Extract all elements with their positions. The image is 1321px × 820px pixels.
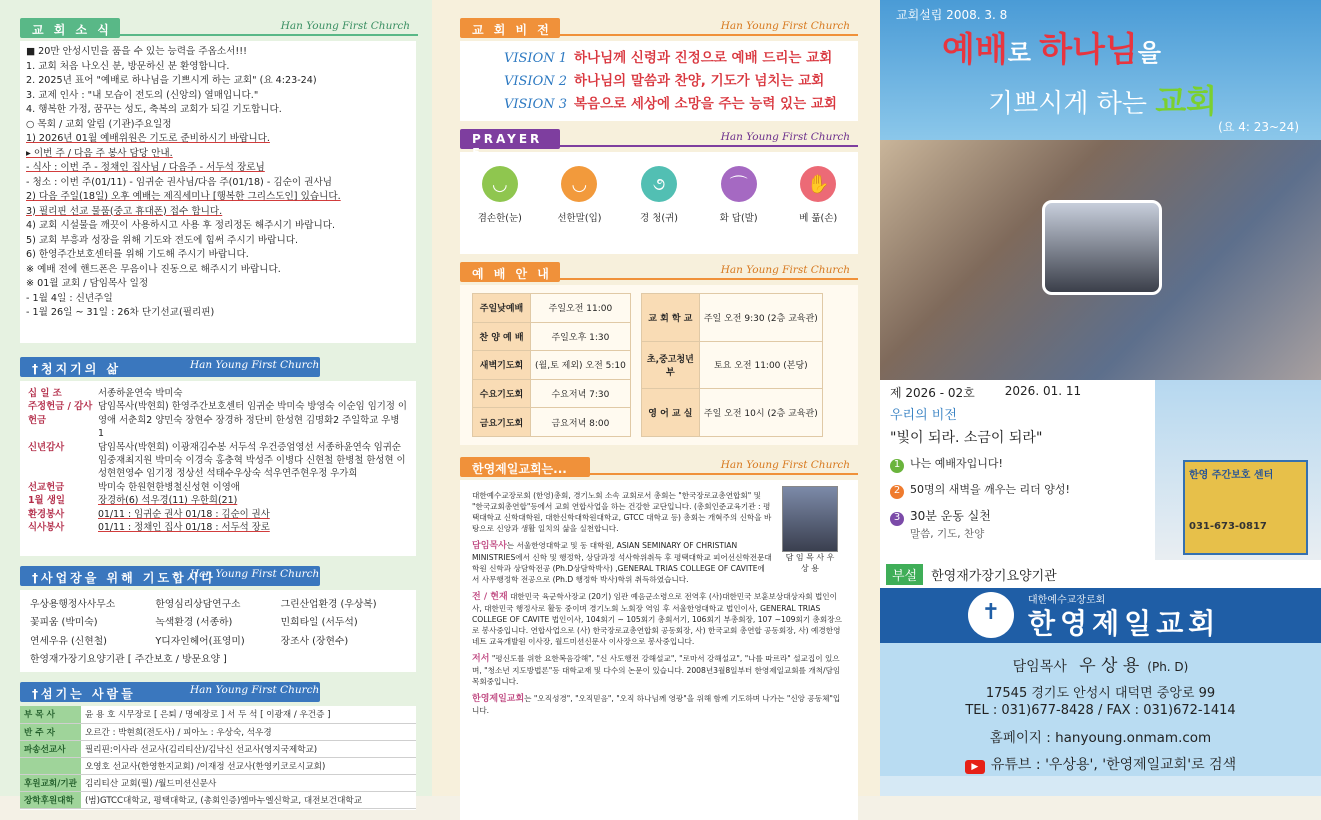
roles-key: 환경봉사 [28,508,65,520]
table-row [20,757,416,774]
roles-tab: †청지기의 삶 [20,357,320,377]
pastor-caption: 담 임 목 사 우 상 용 [785,553,835,573]
church-banner [880,588,1321,643]
roles-row [28,508,408,521]
worship-value: 주일 오전 9:30 (2층 교육관) [699,294,822,342]
middle-panel [432,0,880,796]
pastor-photo [782,486,838,574]
vision-item [504,70,858,93]
news-tab: 교 회 소 식 [20,18,120,38]
intro-subtitle: 저서 [472,654,490,664]
roles-row [28,521,408,534]
issue-number: 제 2026 - 02호 [890,386,975,400]
servers-box [20,706,416,810]
intro-paragraph: 는 서울한영대학교 및 동 대학원, ASIAN SEMINARY OF CHRISTIAN MINISTRIES에서 신학 및 행정학, 상담과정 석사학위취득 후 평택대학교 피어선신학전문대학원 신학과 상담학전공 (Ph.D상담학박사) ,GENERAL TRIAS COLLEGE OF CAVITE에서 사무행정학 전공으로 (Ph.D 행정학 박사)학위 취득하였습니다. [472,541,772,584]
table-row [641,341,822,389]
prayer5-label: 화 답(발) [719,213,758,224]
hand-icon: ✋ [800,166,836,202]
worship-key: 초,중고청년부 [641,341,699,389]
table-row [20,774,416,791]
roles-header [20,357,418,377]
table-row [473,322,631,351]
prayer-place-item: 민희타일 (서두석) [280,617,358,629]
table-row [473,379,631,408]
prayer5-header [460,129,858,160]
table-row [20,723,416,740]
servers-en: Han Young First Church [190,684,320,696]
prayer5-en: Han Young First Church [720,131,850,143]
slogan-line-1 [942,22,1161,71]
news-line: 5) 교회 부흥과 성장을 위해 기도와 전도에 힘써 주시기 바랍니다. [26,234,299,246]
prayer-place-item: 연세우유 (신현철) [30,635,108,647]
prayer5-label: 겸손한(눈) [477,213,522,224]
slogan-part: 교회 [1155,82,1218,120]
table-row [20,791,416,808]
slogan-line-2 [988,76,1217,122]
news-line: 3. 교제 인사 : "내 모습이 전도의 (신앙의) 열매입니다." [26,89,259,101]
vision-box [460,41,858,121]
servers-table [20,706,416,809]
table-row [20,706,416,723]
youtube-text[interactable]: 유튜브 : '우상용', '한영제일교회'로 검색 [990,757,1237,773]
issue-row [890,384,1145,401]
vision-en: Han Young First Church [720,20,850,32]
prayer-place-item: 우상용행정사사무소 [30,599,116,610]
pastor-photo-inset [1042,200,1162,295]
vision-number: VISION 2 [504,74,568,89]
prayer5-label: 베 풂(손) [799,213,838,224]
news-line: ※ 예배 전에 핸드폰은 무음이나 진동으로 해주시기 바랍니다. [26,263,281,275]
vision-quote: "빛이 되라. 소금이 되라" [890,430,1043,446]
intro-box [460,480,858,820]
vision-tab: 교 회 비 전 [460,18,560,38]
prayer5-item [704,166,774,254]
prayer-places-header [20,566,418,586]
news-header-en: Han Young First Church [280,20,410,32]
vision-item [504,93,858,116]
servers-key [20,757,81,774]
table-row [473,294,631,323]
roles-value: 장경하(6) 석우경(11) 우한희(21) [98,495,238,507]
roles-value: 담임목사(박현희) 한영주간보호센터 임귀순 박미숙 방영숙 이순임 임기정 이영애 서춘희2 양민숙 장현수 장경하 정단비 한성현 김명화2 주일학교 우병 1 [98,401,407,440]
sign-phone: 031-673-0817 [1189,521,1267,532]
servers-value: 윤 용 호 시무장로 [ 은퇴 / 명예장로 ] 서 두 석 [ 이광재 / 우건증 ] [81,706,416,723]
slogan-part: 하나님 [1039,30,1138,70]
pastor-degree: (Ph. D) [1147,660,1189,674]
worship-value: 주일 오전 10시 (2층 교육관) [699,389,822,437]
table-row [473,408,631,437]
news-line: - 1월 26일 ~ 31일 : 26차 단기선교(필리핀) [26,307,215,318]
prayer-place-item: 장조사 (장현수) [280,635,349,647]
news-line: 1) 2026년 01월 예배위원은 기도로 준비하시기 바랍니다. [26,133,270,144]
slogan-verse: (요 4: 23~24) [1218,120,1299,134]
news-line: 3) 필리핀 선교 물품(중고 휴대폰) 접수 합니다. [26,205,223,217]
goal-item [890,455,1145,473]
roles-value: 담임목사(박현희) 이광재김수봉 서두석 우건증엄영선 서종하윤연숙 임귀순 임중재최지원 박미숙 이경숙 홍충혁 박성주 이병다 신현철 한병철 한성현 이성현현영수 임기정 정상선 석태수우상숙 석우연주현우정 우가희 [98,441,406,480]
prayer5-item [465,166,535,254]
slogan-part: 로 [1007,39,1040,67]
worship-box [460,285,858,445]
news-line: - 1월 4일 : 신년주일 [26,292,113,304]
building-photo [1155,380,1321,560]
vision-text: 하나님의 말씀과 찬양, 기도가 넘치는 교회 [574,73,825,89]
affiliate-name: 한영재가장기요양기관 [931,568,1057,584]
news-line: ■ 20만 안성시민을 품을 수 있는 능력을 주옵소서!!! [26,46,247,57]
news-line: - 식사 : 이번 주 - 정채인 집사님 / 다음주 - 서두석 장로님 [26,162,265,173]
prayer-places-box [20,590,416,672]
goal-subtext: 말씀, 기도, 찬양 [910,528,985,540]
news-line: 4) 교회 시설물을 깨끗이 사용하시고 사용 후 정리정돈 해주시기 바랍니다. [26,220,336,231]
founded-date: 교회설립 2008. 3. 8 [896,8,1008,22]
news-line: 2) 다음 주일(18일) 오후 예배는 제직세미나 [행복한 그리스도인] 있습니다. [26,191,341,202]
worship-key: 새벽기도회 [473,351,531,380]
vision-number: VISION 3 [504,97,568,112]
servers-key: 부 목 사 [20,706,81,723]
news-header [20,18,418,38]
prayer5-item [544,166,614,254]
our-vision-title: 우리의 비전 [890,408,957,423]
denomination: 대한예수교장로회 [1028,595,1106,606]
roles-key: 선교헌금 [28,481,65,493]
servers-tab: †섬기는 사람들 [20,682,320,702]
goal-text: 30분 운동 실천 [910,509,991,523]
affiliate-tag: 부설 [886,564,923,585]
pastor-image [782,486,838,552]
roles-key: 주정헌금 / 감사헌금 [28,401,93,426]
intro-subtitle: 담임목사 [472,541,507,551]
worship-key: 수요기도회 [473,379,531,408]
prayer5-label: 선한말(입) [557,213,602,224]
goal-number: 3 [890,512,904,526]
roles-header-en: Han Young First Church [190,359,320,371]
vision-item [504,47,858,70]
news-line: 6) 한영주간보호센터를 위해 기도해 주시기 바랍니다. [26,249,249,260]
roles-value: 서종하윤연숙 박미숙 [98,388,183,399]
servers-header [20,682,418,702]
news-line: ○ 목회 / 교회 알림 (기관)주요일정 [26,118,172,130]
slogan-part: 예배 [942,30,1008,70]
issue-section [880,380,1321,560]
servers-value: (범)GTCC대학교, 평택대학교, (총회인증)엠마누엘신학교, 대전보건대학교 [81,791,416,808]
roles-value: 01/11 : 정채인 집사 01/18 : 서두석 장로 [98,522,270,534]
roles-row [28,400,408,440]
church-photo-collage [880,140,1321,380]
roles-key: 십 일 조 [28,388,62,399]
cover-title-area [880,0,1321,140]
news-box [20,41,416,343]
worship-tab: 예 배 안 내 [460,262,560,282]
servers-value: 오르간 : 박현희(전도사) / 피아노 : 우상숙, 석우경 [81,723,416,740]
eye-icon: ◡ [482,166,518,202]
news-line: - 청소 : 이번 주(01/11) - 임귀순 권사님/다음 주(01/18) - 김순이 권사님 [26,176,333,188]
slogan-part: 기쁘시게 하는 [988,89,1156,119]
worship-value: 토요 오전 11:00 (본당) [699,341,822,389]
worship-value: 주일오후 1:30 [531,322,631,351]
goal-text: 50명의 새벽을 깨우는 리더 양성! [910,483,1070,496]
prayer-place-item: 한영심리상담연구소 [155,599,241,610]
worship-en: Han Young First Church [720,264,850,276]
table-row [641,389,822,437]
goal-item [890,507,1145,526]
homepage-link[interactable]: 홈페이지 : hanyoung.onmam.com [989,730,1212,746]
news-line: 4. 행복한 가정, 꿈꾸는 성도, 축복의 교회가 되길 기도합니다. [26,104,282,115]
affiliate-row [880,560,1321,588]
worship-key: 영 어 교 실 [641,389,699,437]
vision-text: 하나님께 신령과 진정으로 예배 드리는 교회 [574,50,833,66]
worship-key: 찬 양 예 배 [473,322,531,351]
church-phone: TEL : 031)677-8428 / FAX : 031)672-1414 [965,703,1236,718]
worship-key: 주일낮예배 [473,294,531,323]
roles-box [20,381,416,556]
worship-key: 교 회 학 교 [641,294,699,342]
intro-paragraph: 대한민국 육군학사장교 (20기) 임관 예음군소령으로 전역후 (사)대한민국 보훈보상대상자회 법인이사, 대한민국 행정사로 활동 중이며 경기노회 노회장 역임 후 서울한영대학교 법인이사, GENERAL TRIAS COLLEGE OF CAVITE 법인이사, 104회기 ~ 105회기 총회서기, 106회기 부총회장, 107 ~109회기 총회장으로 봉사중입니다. 연합사업으로 (사) 한국장로교총연합회 공동회장, 사) 한국교회 총연합 공동회장, 사) 예경한영네트 교육개발원 이사장, 월드미션신문사 이사장으로 봉사중입니다. [472,592,842,646]
servers-key: 후원교회/기관 [20,774,81,791]
goal-item [890,481,1145,499]
worship-value: 금요저녁 8:00 [531,408,631,437]
prayer-place-item: 한영재가장기요양기관 [ 주간보호 / 방문요양 ] [30,653,227,665]
worship-header [460,262,858,282]
goal-text: 나는 예배자입니다! [910,457,1003,470]
worship-table-right [641,293,823,437]
goal-number: 1 [890,459,904,473]
sign-text: 한영 주간보호 센터 [1189,470,1274,481]
table-row [20,740,416,757]
issue-date: 2026. 01. 11 [1004,384,1082,398]
intro-header [460,457,858,477]
roles-key: 식사봉사 [28,522,65,534]
servers-value: 필리핀:이사라 선교사(김리티산)/김낙신 선교사(영지국제학교) [81,740,416,757]
prayer5-box [460,152,858,254]
goal-number: 2 [890,485,904,499]
roles-key: 신년감사 [28,441,65,453]
servers-key: 파송선교사 [20,740,81,757]
ear-icon: ૭ [641,166,677,202]
intro-paragraph: "평신도를 위한 요한복음강해", "신 사도행전 강해설교", "로마서 강해설교", "나를 따르라" 설교집이 있으며, "청소년 지도방법론"등 대학교재 및 다수의 논문이 있습니다. 2008년3월8일부터 한영제일교회를 개척/담임목회중입니다. [472,654,841,686]
intro-en: Han Young First Church [720,459,850,471]
roles-row [28,441,408,481]
vision-header [460,18,858,38]
news-line: 2. 2025년 표어 "예배로 하나님을 기쁘시게 하는 교회" (요 4:23-24) [26,75,317,86]
vision-text: 복음으로 세상에 소망을 주는 능력 있는 교회 [574,96,837,112]
worship-table-left [472,293,631,437]
church-name: 한영제일교회 [1028,607,1221,640]
news-line: ※ 01월 교회 / 담임목사 일정 [26,278,149,289]
news-line: 1. 교회 처음 나오신 분, 방문하신 분 환영합니다. [26,60,230,72]
roles-value: 박미숙 한원현한병철신성현 이영애 [98,481,240,493]
prayer5-item [783,166,853,254]
pastor-name: 우 상 용 [1079,656,1140,676]
prayer-places-tab: †사업장을 위해 기도합시다 [20,566,320,586]
roles-value: 01/11 : 임귀순 권사 01/18 : 김순이 권사 [98,508,270,520]
prayer-place-item: 녹색환경 (서종하) [155,617,233,629]
prayer-place-item: Y디자인헤어(표영미) [155,635,245,647]
table-row [641,294,822,342]
roles-key: 1월 생일 [28,495,65,507]
church-logo-icon: ✝ [968,592,1014,638]
intro-tab: 한영제일교회는... [460,457,590,477]
issue-info [880,380,1155,560]
table-row [473,351,631,380]
worship-value: (월,토 제외) 오전 5:10 [531,351,631,380]
intro-paragraph: 대한예수교장로회 (한영)총회, 경기노회 소속 교회로서 총회는 "한국장로교총연합회" 및 "한국교회총연합"등에서 교회 연합사업을 하는 건강한 교단입니다. (총회인준교육기관 : 평택대학교 신학대학원, 대한신학대학원대학교, GTCC 대학교 등) 총회는 개혁주의 신학을 바탕으로 신앙과 생활 일치의 삶을 실천합니다. [472,491,772,533]
prayer-place-item: 꽃피움 (박미숙) [30,617,98,629]
news-line: ▸ 이번 주 / 다음 주 봉사 담당 안내. [26,147,173,159]
prayer5-tab: PRAYER 5 [460,129,560,149]
prayer5-item [624,166,694,254]
intro-subtitle: 전 / 현재 [472,592,508,602]
servers-value: 김리티산 교회(필) /월드미션신문사 [81,774,416,791]
roles-row [28,387,408,400]
servers-value: 오영호 선교사(한영한지교회) /이재정 선교사(한영키코로시교회) [81,757,416,774]
prayer-place-item: 그린산업환경 (우상복) [280,599,377,610]
youtube-icon: ▶ [965,760,985,774]
contact-area [880,643,1321,776]
left-panel [0,0,432,806]
church-address: 17545 경기도 안성시 대덕면 중앙로 99 [985,686,1216,701]
foot-icon: ⌒ [721,166,757,202]
cover-panel [880,0,1321,796]
youtube-row [880,754,1321,774]
slogan-part: 을 [1137,39,1161,67]
worship-key: 금요기도회 [473,408,531,437]
roles-row [28,481,408,494]
servers-key: 장학후원대학 [20,791,81,808]
intro-subtitle: 한영제일교회 [472,694,525,704]
worship-value: 수요저녁 7:30 [531,379,631,408]
prayer5-label: 경 청(귀) [640,213,678,224]
worship-value: 주일오전 11:00 [531,294,631,323]
pastor-label: 담임목사 [1012,659,1067,675]
roles-row [28,494,408,507]
prayer-places-en: Han Young First Church [190,568,320,580]
servers-key: 반 주 자 [20,723,81,740]
building-sign [1183,460,1308,555]
pastor-row [880,651,1321,676]
vision-number: VISION 1 [504,51,568,66]
mouth-icon: ◡ [561,166,597,202]
intro-paragraph: 는 "오직성경", "오직믿음", "오직 하나님께 영광"을 위해 함께 기도하며 나가는 "신앙 공동체"입니다. [472,694,841,715]
